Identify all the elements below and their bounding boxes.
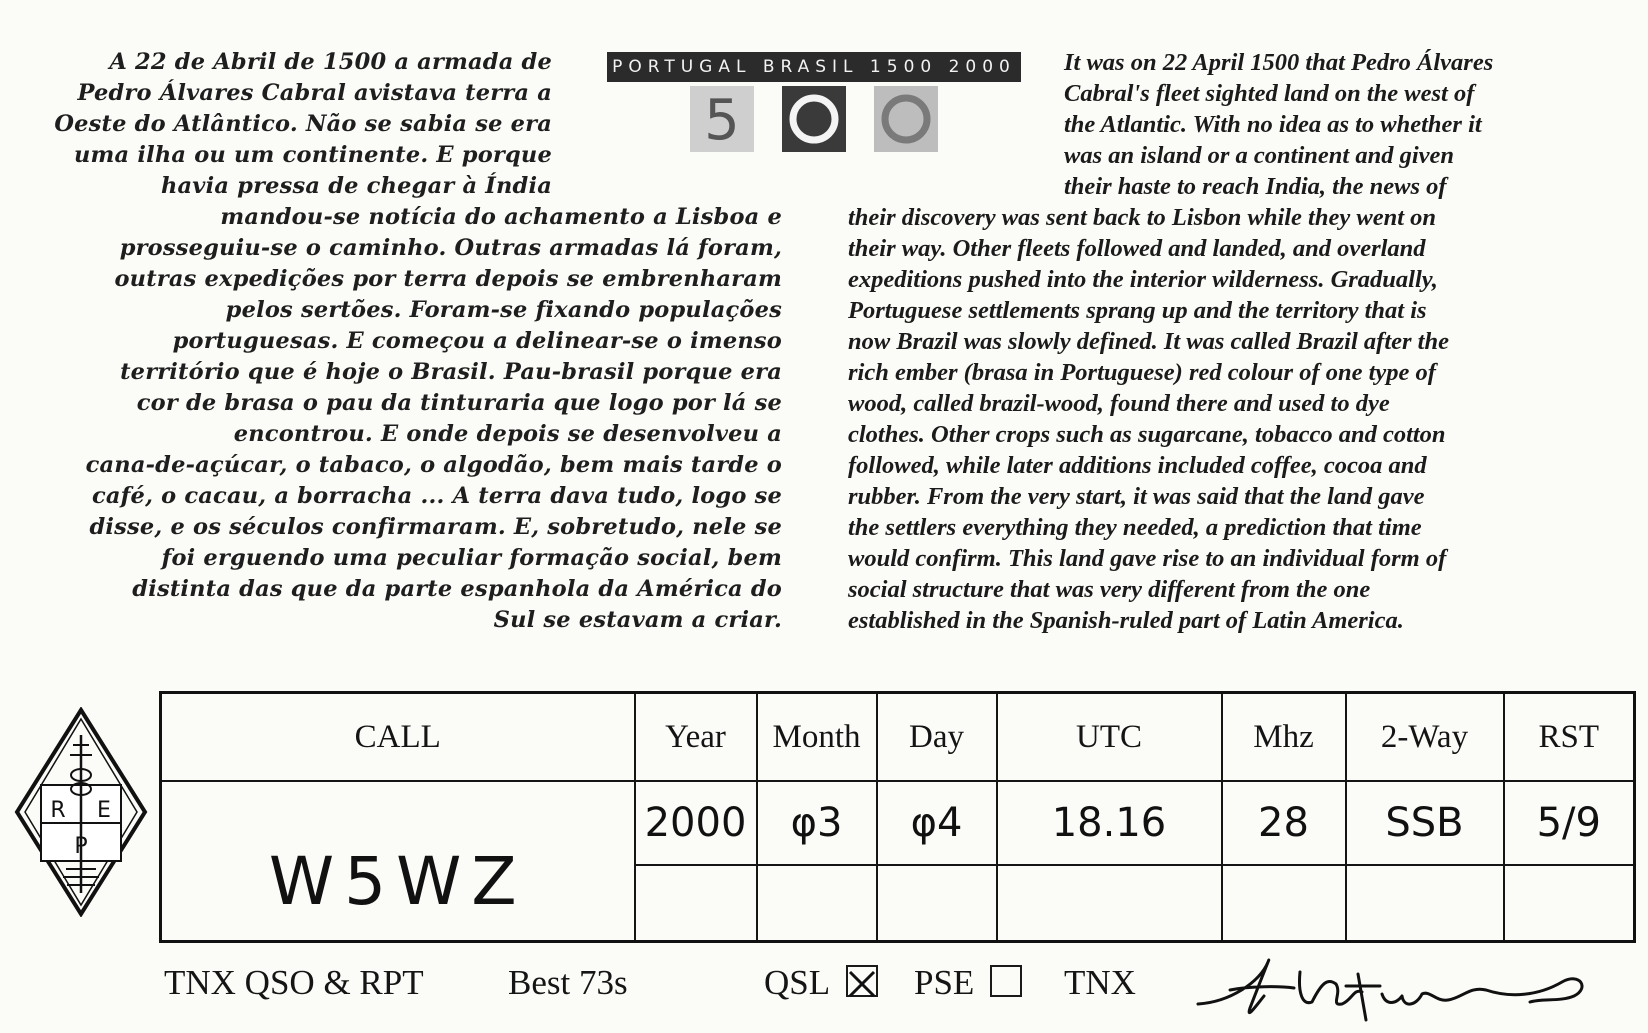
pt-line: Pedro Álvares Cabral avistava terra a: [77, 80, 552, 106]
year-value: 2000: [635, 781, 757, 865]
qso-entry-row: [161, 781, 1635, 865]
en-line: would confirm. This land gave rise to an individual form of: [848, 545, 1447, 572]
blank-cell: [635, 865, 757, 942]
pt-line: portuguesas. E começou a delinear-se o imenso: [172, 328, 782, 354]
pse-checkbox[interactable]: [990, 965, 1022, 997]
pt-line: encontrou. E onde depois se desenvolveu a: [233, 421, 782, 447]
en-line: expeditions pushed into the interior wilderness. Gradually,: [848, 266, 1438, 293]
header-utc: UTC: [997, 693, 1222, 782]
en-line: was an island or a continent and given: [1064, 142, 1455, 169]
blank-cell: [1222, 865, 1346, 942]
qso-header-row: [161, 693, 1635, 782]
emblem-letter: R: [50, 798, 66, 823]
header-day: Day: [877, 693, 997, 782]
pt-line: cor de brasa o pau da tinturaria que logo por lá se: [136, 390, 782, 416]
pt-line: A 22 de Abril de 1500 a armada de: [109, 49, 552, 75]
utc-value: 18.16: [997, 781, 1222, 865]
en-line: the Atlantic. With no idea as to whether it: [1064, 111, 1482, 138]
header-mhz: Mhz: [1222, 693, 1346, 782]
en-line: the settlers everything they needed, a prediction that time: [848, 514, 1422, 541]
blank-cell: [997, 865, 1222, 942]
emblem-letter: E: [97, 798, 111, 823]
day-value: φ4: [877, 781, 997, 865]
pt-line: mandou-se notícia do achamento a Lisboa e: [220, 204, 782, 230]
header-rst: RST: [1504, 693, 1635, 782]
header-year: Year: [635, 693, 757, 782]
en-line: followed, while later additions included coffee, cocoa and: [848, 452, 1427, 479]
handwritten-signature: [1190, 942, 1610, 1032]
en-line: their haste to reach India, the news of: [1064, 173, 1447, 200]
qsl-label: QSL: [764, 963, 831, 1002]
pt-line: café, o cacau, a borracha ... A terra dava tudo, logo se: [92, 483, 782, 509]
pt-line: pelos sertões. Foram-se fixando populações: [225, 297, 782, 323]
pt-line: Sul se estavam a criar.: [493, 607, 782, 633]
header-call: CALL: [161, 693, 635, 782]
emblem-letter: P: [74, 834, 88, 859]
logo-digit: 5: [704, 88, 740, 153]
blank-cell: [1504, 865, 1635, 942]
rep-emblem-icon: [14, 707, 148, 917]
en-line: their way. Other fleets followed and landed, and overland: [848, 235, 1426, 262]
en-line: It was on 22 April 1500 that Pedro Álvares: [1064, 49, 1494, 76]
en-line: now Brazil was slowly defined. It was called Brazil after the: [848, 328, 1449, 355]
en-line: Portuguese settlements sprang up and the territory that is: [848, 297, 1427, 324]
en-line: Cabral's fleet sighted land on the west of: [1064, 80, 1475, 107]
en-line: their discovery was sent back to Lisbon while they went on: [848, 204, 1437, 231]
pt-line: distinta das que da parte espanhola da América do: [132, 576, 782, 602]
blank-cell: [757, 865, 877, 942]
en-line: social structure that was very different from the one: [848, 576, 1371, 603]
en-line: rich ember (brasa in Portuguese) red colour of one type of: [848, 359, 1436, 386]
pt-line: Oeste do Atlântico. Não se sabia se era: [54, 111, 552, 137]
best-label: Best 73s: [508, 963, 628, 1002]
pt-line: foi erguendo uma peculiar formação social, bem: [161, 545, 782, 571]
call-value: W5WZ: [268, 842, 527, 920]
blank-cell: [1346, 865, 1504, 942]
pt-line: disse, e os séculos confirmaram. E, sobretudo, nele se: [89, 514, 782, 540]
pt-line: havia pressa de chegar à Índia: [160, 173, 552, 199]
call-cell: [161, 781, 635, 942]
two-way-value: SSB: [1346, 781, 1504, 865]
pt-line: território que é hoje o Brasil. Pau-brasil porque era: [120, 359, 782, 385]
pt-line: cana-de-açúcar, o tabaco, o algodão, bem mais tarde o: [85, 452, 782, 478]
pt-line: uma ilha ou um continente. E porque: [73, 142, 552, 168]
tnx-qso-label: TNX QSO & RPT: [164, 963, 424, 1002]
pt-line: outras expedições por terra depois se embrenharam: [114, 266, 782, 292]
en-line: rubber. From the very start, it was said that the land gave: [848, 483, 1425, 510]
en-line: wood, called brazil-wood, found there and used to dye: [848, 390, 1390, 417]
qsl-checkbox[interactable]: [846, 965, 878, 997]
header-two-way: 2-Way: [1346, 693, 1504, 782]
english-paragraph: [848, 47, 1638, 636]
tnx-label: TNX: [1064, 963, 1136, 1002]
qso-table: [159, 691, 1636, 943]
rst-value: 5/9: [1504, 781, 1635, 865]
mhz-value: 28: [1222, 781, 1346, 865]
blank-cell: [877, 865, 997, 942]
pse-label: PSE: [914, 963, 975, 1002]
en-line: clothes. Other crops such as sugarcane, tobacco and cotton: [848, 421, 1446, 448]
header-month: Month: [757, 693, 877, 782]
pt-line: prosseguiu-se o caminho. Outras armadas lá foram,: [119, 235, 782, 261]
check-x-icon: [848, 970, 876, 998]
logo-banner: PORTUGAL BRASIL 1500 2000: [607, 52, 1021, 82]
month-value: φ3: [757, 781, 877, 865]
en-line: established in the Spanish-ruled part of Latin America.: [848, 607, 1404, 634]
